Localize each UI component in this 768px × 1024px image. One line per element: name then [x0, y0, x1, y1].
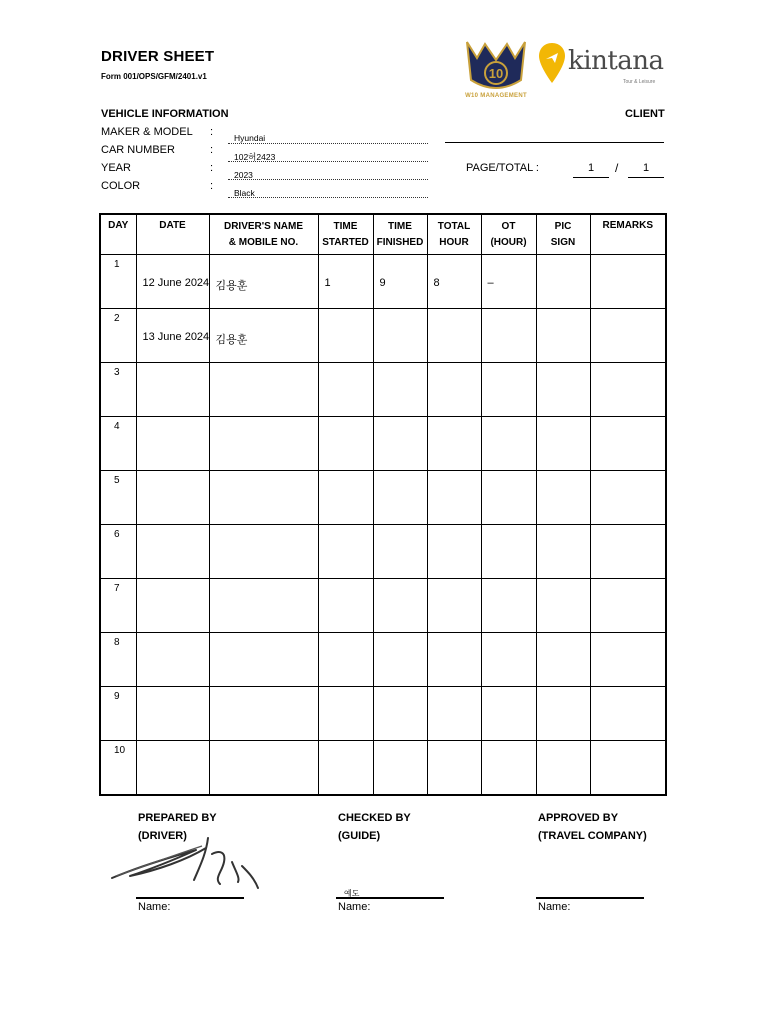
cell-date — [136, 363, 209, 417]
cell-ot — [481, 687, 536, 741]
colon-separator: : — [210, 126, 214, 138]
cell-day — [100, 633, 136, 687]
colon-separator: : — [210, 144, 214, 156]
kintana-tagline: Tour & Leisure — [623, 79, 656, 85]
day-number: 5 — [114, 475, 120, 486]
cell-date — [136, 579, 209, 633]
table-row — [100, 363, 666, 417]
table-row — [100, 255, 666, 309]
cell-driver — [209, 417, 318, 471]
finished-value: 9 — [379, 277, 386, 289]
location-pin-icon — [538, 42, 566, 84]
year-label: YEAR — [101, 162, 131, 174]
w10-management-logo — [463, 40, 529, 102]
cell-day — [100, 741, 136, 796]
cell-pic — [536, 633, 590, 687]
cell-total — [427, 741, 481, 796]
cell-pic — [536, 687, 590, 741]
header-day: DAY — [100, 214, 136, 255]
table-row — [100, 633, 666, 687]
cell-date — [136, 309, 209, 363]
cell-finished — [373, 363, 427, 417]
car-number-dotted-line — [228, 161, 428, 162]
table-row — [100, 471, 666, 525]
cell-remarks — [590, 579, 666, 633]
cell-driver — [209, 471, 318, 525]
cell-day — [100, 309, 136, 363]
cell-ot — [481, 255, 536, 309]
cell-remarks — [590, 741, 666, 796]
cell-finished — [373, 471, 427, 525]
driver-value: 김용훈 — [215, 334, 248, 346]
table-row — [100, 741, 666, 796]
cell-ot — [481, 741, 536, 796]
company-signature-line — [536, 897, 644, 899]
cell-remarks — [590, 309, 666, 363]
cell-ot — [481, 417, 536, 471]
table-row — [100, 579, 666, 633]
cell-ot — [481, 471, 536, 525]
cell-ot — [481, 309, 536, 363]
checked-by-label: CHECKED BY (GUIDE) — [338, 812, 411, 842]
cell-date — [136, 471, 209, 525]
cell-pic — [536, 363, 590, 417]
maker-model-label: MAKER & MODEL — [101, 126, 193, 138]
table-row — [100, 687, 666, 741]
cell-remarks — [590, 255, 666, 309]
cell-date — [136, 417, 209, 471]
driver-signature-line — [136, 897, 244, 899]
cell-total — [427, 633, 481, 687]
day-number: 4 — [114, 421, 120, 432]
svg-text:10: 10 — [488, 66, 504, 81]
driver-value: 김용훈 — [215, 280, 248, 292]
cell-driver — [209, 255, 318, 309]
year-value: 2023 — [234, 170, 253, 180]
colon-separator: : — [210, 180, 214, 192]
header-pic-sign: PIC SIGN — [536, 214, 590, 255]
cell-started — [318, 255, 373, 309]
cell-day — [100, 471, 136, 525]
cell-day — [100, 687, 136, 741]
cell-remarks — [590, 417, 666, 471]
header-time-finished: TIME FINISHED — [373, 214, 427, 255]
approved-by-label: APPROVED BY (TRAVEL COMPANY) — [538, 812, 647, 842]
color-value: Black — [234, 188, 255, 198]
company-name-label: Name: — [538, 901, 571, 913]
cell-remarks — [590, 471, 666, 525]
cell-finished — [373, 633, 427, 687]
day-number: 8 — [114, 637, 120, 648]
day-number: 9 — [114, 691, 120, 702]
cell-day — [100, 417, 136, 471]
day-number: 3 — [114, 367, 120, 378]
cell-finished — [373, 579, 427, 633]
kintana-wordmark: kintana — [568, 46, 664, 76]
page-title: DRIVER SHEET — [101, 48, 215, 65]
cell-total — [427, 417, 481, 471]
cell-date — [136, 633, 209, 687]
cell-ot — [481, 525, 536, 579]
cell-ot — [481, 363, 536, 417]
table-row — [100, 525, 666, 579]
header-time-started: TIME STARTED — [318, 214, 373, 255]
header-date: DATE — [136, 214, 209, 255]
day-number: 6 — [114, 529, 120, 540]
cell-pic — [536, 525, 590, 579]
cell-finished — [373, 417, 427, 471]
w10-crown-emblem-icon — [463, 40, 529, 92]
cell-total — [427, 471, 481, 525]
maker-model-value: Hyundai — [234, 133, 266, 143]
header-ot-hour: OT (HOUR) — [481, 214, 536, 255]
cell-total — [427, 579, 481, 633]
cell-started — [318, 471, 373, 525]
table-row — [100, 417, 666, 471]
cell-date — [136, 255, 209, 309]
cell-ot — [481, 633, 536, 687]
cell-driver — [209, 579, 318, 633]
cell-remarks — [590, 687, 666, 741]
date-value: 13 June 2024 — [142, 331, 210, 343]
cell-driver — [209, 687, 318, 741]
day-number: 10 — [114, 745, 126, 756]
header-remarks: REMARKS — [590, 214, 666, 255]
cell-started — [318, 687, 373, 741]
cell-started — [318, 363, 373, 417]
page-total-line — [628, 177, 664, 178]
page-total-label: PAGE/TOTAL : — [466, 162, 539, 174]
cell-driver — [209, 633, 318, 687]
cell-finished — [373, 687, 427, 741]
vehicle-section-title: VEHICLE INFORMATION — [101, 108, 229, 120]
driver-signature — [108, 832, 268, 894]
car-number-value: 102허2423 — [234, 152, 276, 162]
cell-total — [427, 255, 481, 309]
page-total: 1 — [642, 162, 650, 174]
car-number-label: CAR NUMBER — [101, 144, 175, 156]
guide-signature-line — [336, 897, 444, 899]
cell-finished — [373, 525, 427, 579]
colon-separator: : — [210, 162, 214, 174]
client-field-line — [445, 142, 664, 143]
day-number: 1 — [114, 259, 120, 270]
cell-started — [318, 633, 373, 687]
cell-started — [318, 579, 373, 633]
page-current-line — [573, 177, 609, 178]
cell-started — [318, 309, 373, 363]
table-header-row — [100, 214, 666, 255]
guide-name-label: Name: — [338, 901, 371, 913]
ot-value: – — [487, 277, 494, 289]
cell-driver — [209, 363, 318, 417]
cell-total — [427, 687, 481, 741]
cell-pic — [536, 741, 590, 796]
page-current: 1 — [587, 162, 595, 174]
driver-log-table — [99, 213, 667, 796]
header-total-hour: TOTAL HOUR — [427, 214, 481, 255]
cell-remarks — [590, 525, 666, 579]
table-row — [100, 309, 666, 363]
cell-driver — [209, 525, 318, 579]
cell-pic — [536, 417, 590, 471]
guide-handwritten-name: 예도 — [344, 889, 360, 898]
cell-total — [427, 363, 481, 417]
cell-pic — [536, 471, 590, 525]
cell-started — [318, 525, 373, 579]
cell-finished — [373, 255, 427, 309]
cell-day — [100, 255, 136, 309]
day-number: 7 — [114, 583, 120, 594]
prepared-by-label: PREPARED BY (DRIVER) — [138, 812, 217, 842]
cell-finished — [373, 309, 427, 363]
cell-finished — [373, 741, 427, 796]
cell-pic — [536, 309, 590, 363]
kintana-logo — [538, 42, 664, 88]
total-value: 8 — [433, 277, 440, 289]
cell-total — [427, 309, 481, 363]
date-value: 12 June 2024 — [142, 277, 210, 289]
year-dotted-line — [228, 179, 428, 180]
driver-name-label: Name: — [138, 901, 171, 913]
cell-date — [136, 525, 209, 579]
cell-started — [318, 741, 373, 796]
day-number: 2 — [114, 313, 120, 324]
page-separator: / — [615, 161, 619, 175]
w10-logo-caption: W10 MANAGEMENT — [465, 93, 527, 99]
cell-day — [100, 579, 136, 633]
cell-started — [318, 417, 373, 471]
cell-day — [100, 363, 136, 417]
cell-driver — [209, 309, 318, 363]
maker-model-dotted-line — [228, 143, 428, 144]
form-number: Form 001/OPS/GFM/2401.v1 — [101, 72, 207, 81]
cell-pic — [536, 579, 590, 633]
color-label: COLOR — [101, 180, 141, 192]
cell-ot — [481, 579, 536, 633]
client-label: CLIENT — [625, 108, 665, 120]
cell-remarks — [590, 363, 666, 417]
cell-total — [427, 525, 481, 579]
header-driver-name: DRIVER'S NAME & MOBILE NO. — [209, 214, 318, 255]
cell-day — [100, 525, 136, 579]
started-value: 1 — [324, 277, 331, 289]
cell-driver — [209, 741, 318, 796]
cell-date — [136, 687, 209, 741]
color-dotted-line — [228, 197, 428, 198]
cell-pic — [536, 255, 590, 309]
cell-remarks — [590, 633, 666, 687]
cell-date — [136, 741, 209, 796]
